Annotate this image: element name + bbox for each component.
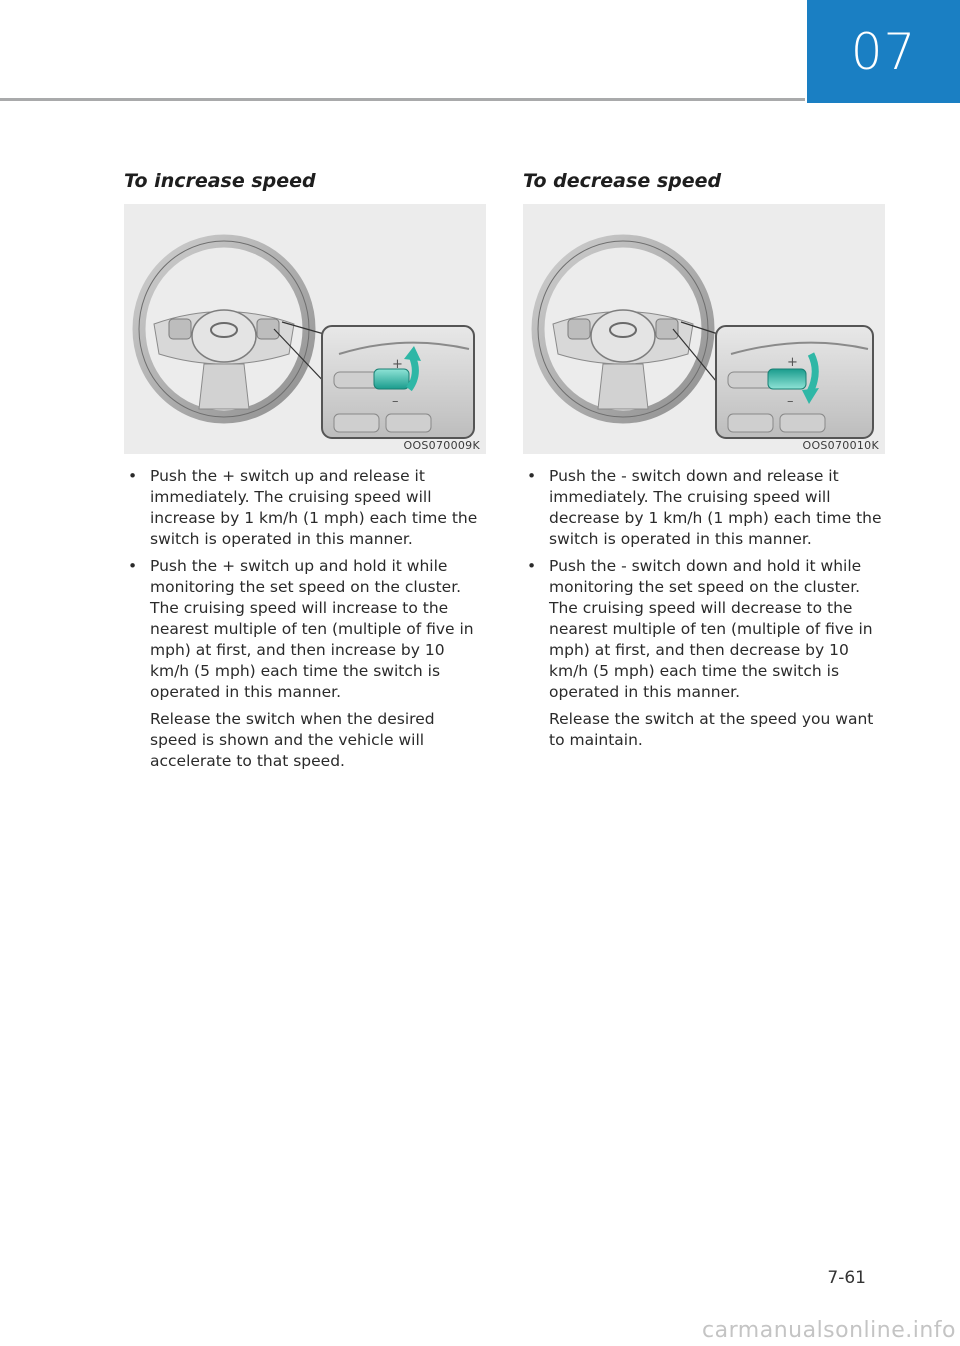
list-item-text: Push the - switch down and hold it while monitoring the set speed on the cluster. The cruising speed will decrease to the nearest multiple of ten (multiple of five in mph) at first, and then decrease by 10 km/h (5 mph) each time the switch is operated in this manner. [549,557,873,701]
bullet-glyph: • [128,467,138,485]
decrease-speed-figure [523,204,885,454]
list-item-text: Push the - switch down and release it immediately. The cruising speed will decrease by 1 km/h (1 mph) each time the switch is operated in this manner. [549,467,882,548]
steering-wheel-illustration [523,204,885,454]
watermark: carmanualsonline.info [702,1318,956,1343]
list-item [124,466,486,550]
bullet-glyph: • [527,557,537,575]
chapter-number: 07 [850,22,917,81]
increase-speed-figure [124,204,486,454]
increase-speed-list [124,466,486,703]
steering-wheel-illustration [124,204,486,454]
decrease-speed-title: To decrease speed [523,170,722,192]
header-rule [0,98,805,101]
minus-label: – [787,394,794,409]
plus-label: + [392,357,403,372]
list-item [523,556,885,703]
list-item [124,556,486,703]
increase-speed-note: Release the switch when the desired speed is shown and the vehicle will accelerate to that speed. [150,710,435,770]
page-number: 7-61 [827,1268,866,1288]
decrease-speed-note: Release the switch at the speed you want to maintain. [549,710,874,749]
list-item-text: Push the + switch up and hold it while monitoring the set speed on the cluster. The cruising speed will increase to the nearest multiple of ten (multiple of five in mph) at first, and then increase by 10 km/h (5 mph) each time the switch is operated in this manner. [150,557,474,701]
increase-speed-title: To increase speed [124,170,316,192]
chapter-tab [807,0,960,103]
list-item [523,466,885,550]
figure-code: OOS070009K [403,439,480,452]
cruise-switch [768,369,806,389]
cruise-switch [374,369,409,389]
decrease-speed-section [523,170,885,751]
plus-label: + [787,355,798,370]
minus-label: – [392,394,399,409]
bullet-glyph: • [527,467,537,485]
decrease-speed-list [523,466,885,703]
list-item-text: Push the + switch up and release it immediately. The cruising speed will increase by 1 km/h (1 mph) each time the switch is operated in this manner. [150,467,478,548]
bullet-glyph: • [128,557,138,575]
increase-speed-section [124,170,486,772]
figure-code: OOS070010K [802,439,879,452]
